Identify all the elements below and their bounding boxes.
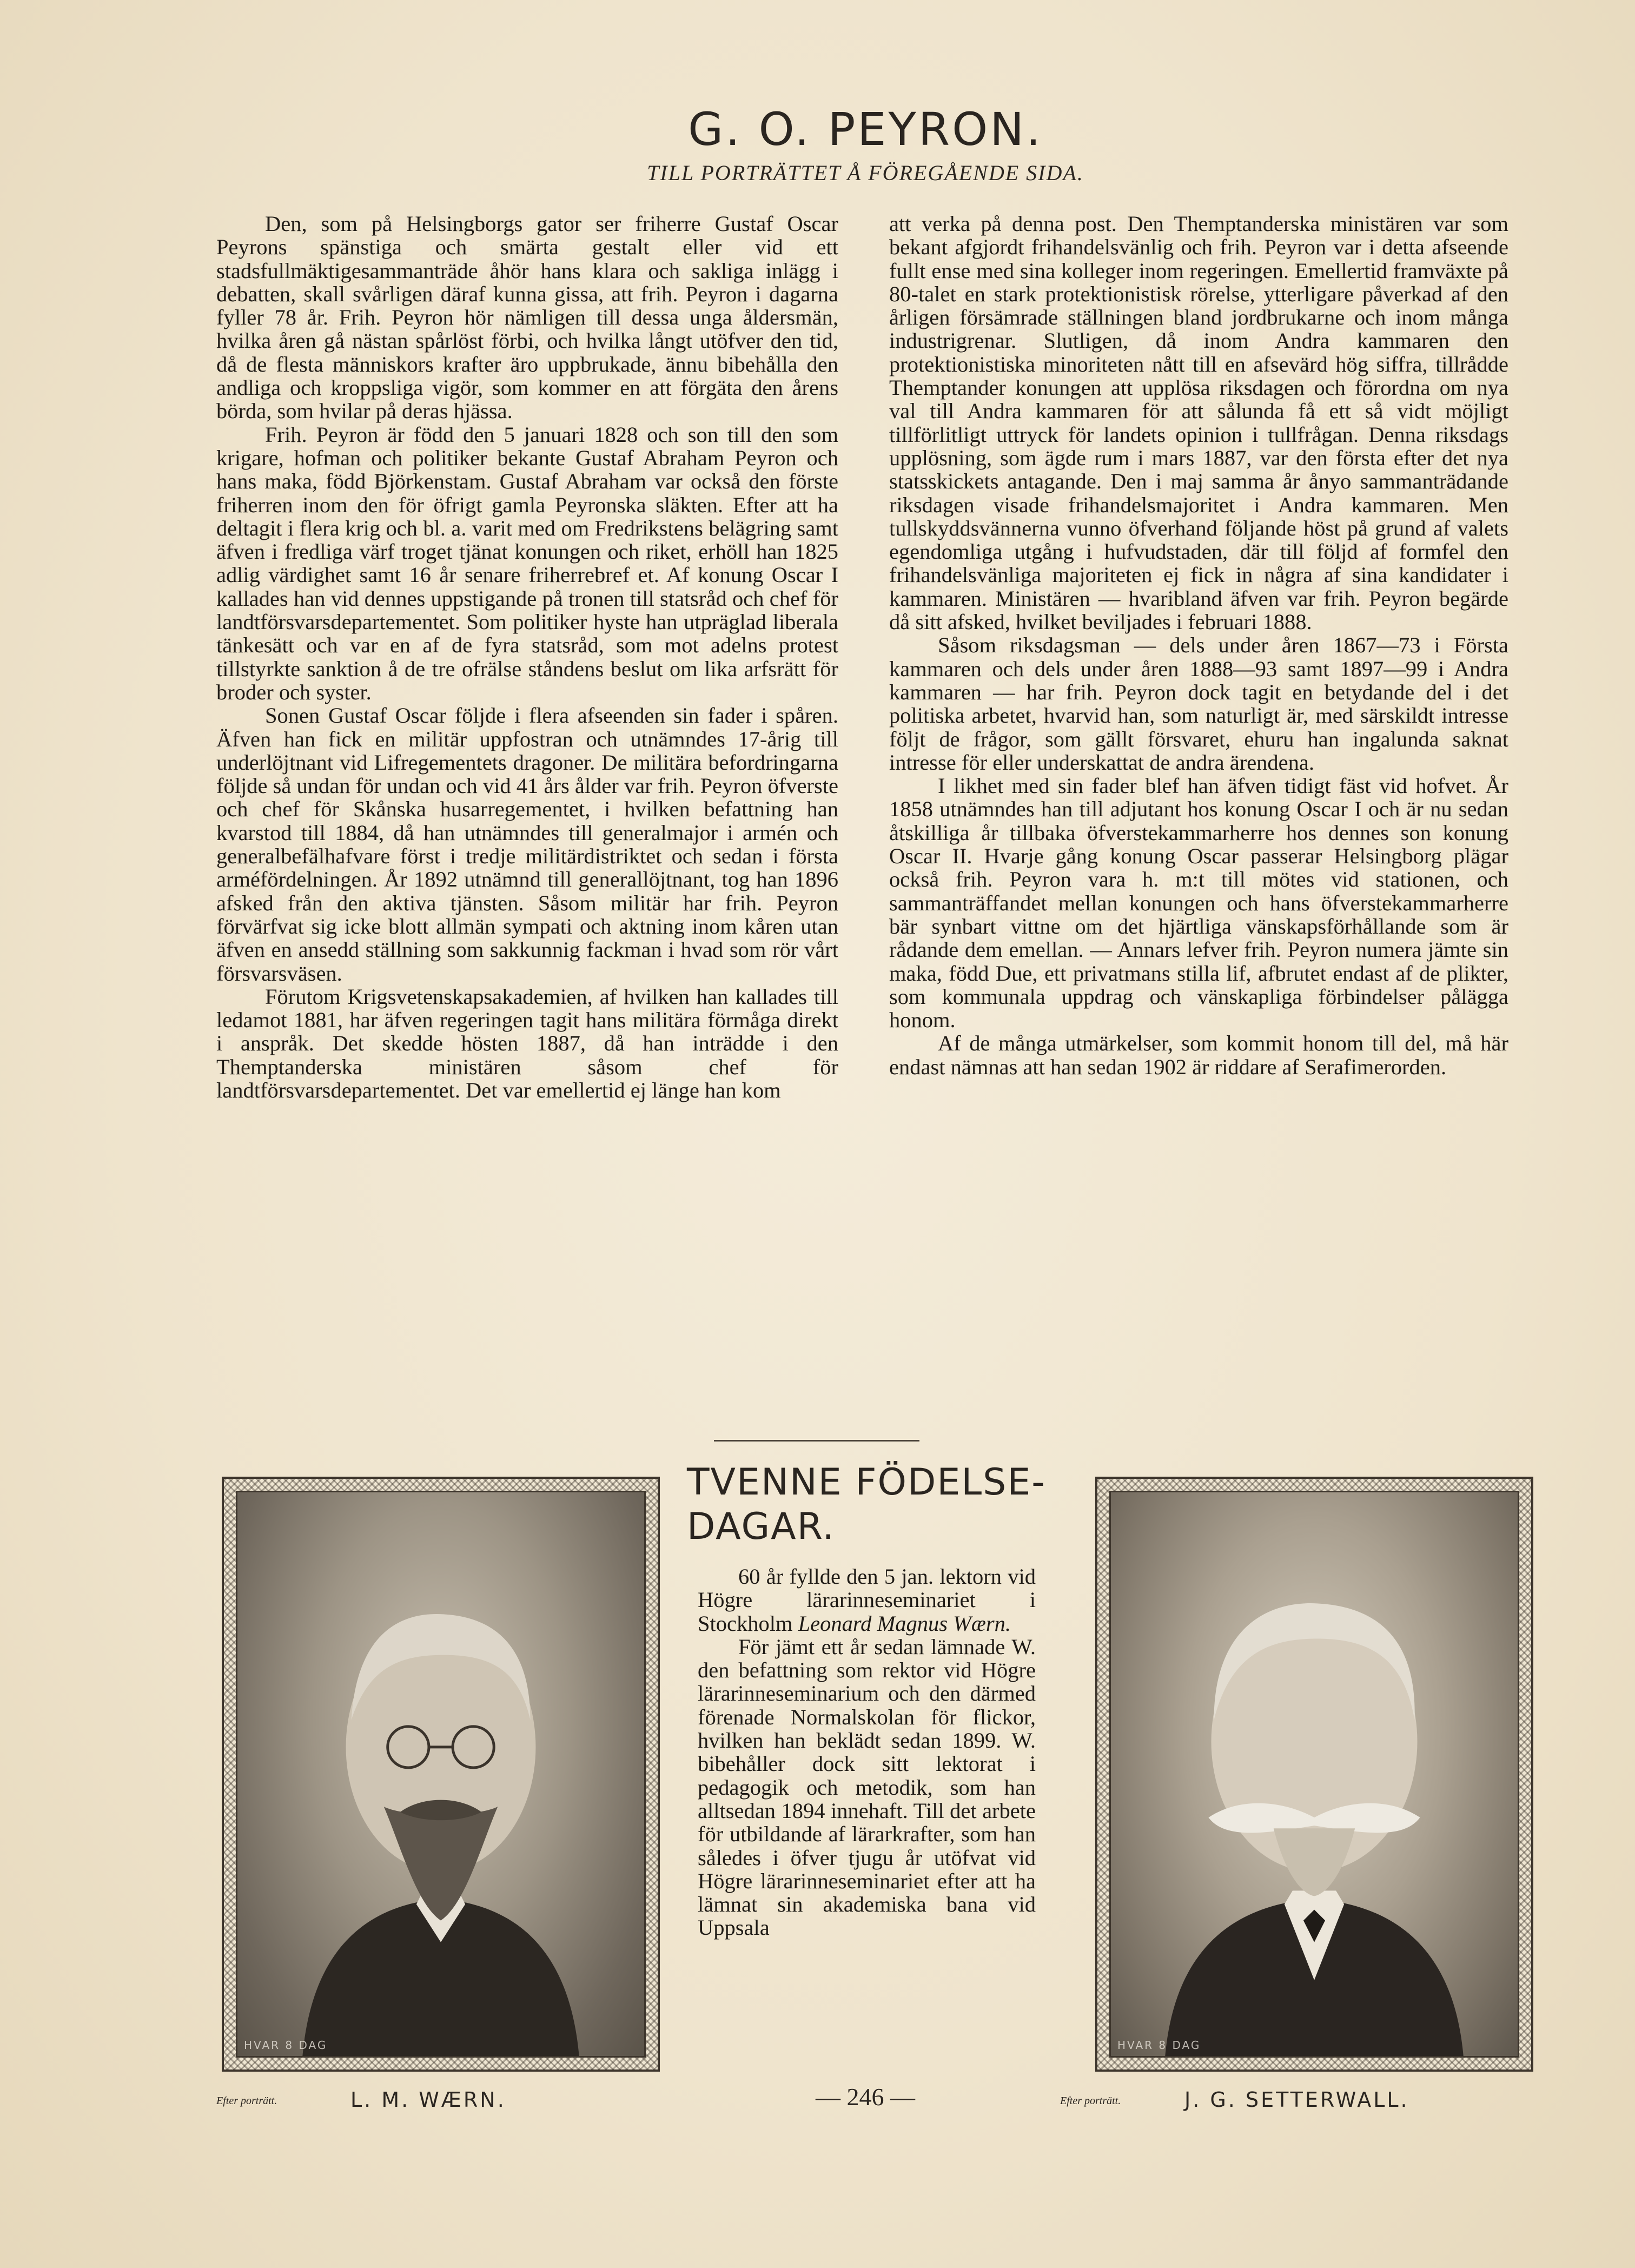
paragraph: Af de många utmärkelser, som kommit honom till del, må här endast nämnas att han sedan 1902 är riddare af Serafimerorden. [889, 1031, 1508, 1079]
paragraph: Frih. Peyron är född den 5 januari 1828 och son till den som krigare, hofman och politiker bekante Gustaf Abraham Peyron och hans maka, född Björkenstam. Gustaf Abraham var också den förste friherren inom den för öfrigt gamla Peyronska släkten. Efter att ha deltagit i flera krig och bl. a. varit med om Fredrikstens belägring samt äfven i fredliga värf troget tjänat konungen och riket, erhöll han 1825 adlig värdighet samt 16 år senare friherrebref et. Af konung Oscar I kallades han vid dennes uppstigande på tronen till statsråd och chef för landtförsvarsdepartementet. Som politiker hyste han utpräglad liberala tänkesätt och var en af de fyra statsråd, som mot adelns protest tillstyrkte sanktion å de tre ofrälse ståndens beslut om lika arfsrätt för broder och syster. [216, 422, 838, 704]
portrait-photo-setterwall [1109, 1491, 1519, 2058]
section-heading: TVENNE FÖDELSE-DAGAR. [687, 1461, 1046, 1548]
portrait-caption-right: J. G. SETTERWALL. [1184, 2088, 1409, 2112]
article-subtitle: TILL PORTRÄTTET Å FÖREGÅENDE SIDA. [647, 161, 1084, 185]
paragraph: I likhet med sin fader blef han äfven tidigt fäst vid hofvet. År 1858 utnämndes han till adjutant hos konung Oscar I och är nu sedan åtskilliga år tillbaka öfverstekammarherre hos dennes son konung Oscar II. Hvarje gång konung Oscar passerar Helsingborg plägar också frih. Peyron vara h. m:t till mötes vid stationen, och sammanträffandet mellan konungen och hans öfverstekammarherre bär synbart vittne om det hjärtliga vänskapsförhållande som är rådande dem emellan. — Annars lefver frih. Peyron numera jämte sin maka, född Due, ett privatmans stilla lif, afbrutet endast af de plikter, som kommunala uppdrag och vänskapliga förbindelser pålägga honom. [889, 773, 1508, 1033]
portrait-frame-left [222, 1477, 660, 2072]
portrait-frame-right [1095, 1477, 1533, 2072]
portrait-caption-left: L. M. WÆRN. [350, 2088, 506, 2112]
paragraph: Såsom riksdagsman — dels under åren 1867—73 i Första kammaren och dels under åren 1888—93 samt 1897—99 i Andra kammaren — har frih. Peyron dock tagit en betydande del i det politiska arbetet, hvarvid han, som naturligt är, med särskildt intresse följt de frågor, som gällt försvaret, ehuru han ingalunda saknat intresse för eller underskattat de andra ärendena. [889, 633, 1508, 775]
right-column [889, 212, 1508, 1079]
paragraph: att verka på denna post. Den Themptanderska ministären var som bekant afgjordt frihandelsvänlig och frih. Peyron var i detta afseende fullt ense med sina kolleger inom regeringen. Emellertid framväxte på 80-talet en stark protektionistisk rörelse, ytterligare påverkad af den årligen försämrade ställningen bland jordbrukarne och inom många industrigrenar. Slutligen, då inom Andra kammaren den protektionistiska minoriteten nått till en afsevärd hög siffra, tillrådde Themptander konungen att upplösa riksdagen och förordna om nya val till Andra kammaren för att sålunda få ett så vidt möjligt tillförlitligt uttryck för landets opinion i tullfrågan. Denna riksdags upplösning, som ägde rum i mars 1887, var den första efter det nya statsskickets antagande. Den i maj samma år ånyo sammanträdande riksdagen visade frihandelsmajoritet i Andra kammaren. Men tullskyddsvännerna vunno öfverhand följande höst på grund af valets egendomliga utgång i hufvudstaden, där till följd af formfel den frihandelsvänliga majoriteten ej fick in några af sina kandidater i kammaren. Ministären — hvaribland äfven var frih. Peyron begärde då sitt afsked, hvilket beviljades i februari 1888. [889, 211, 1508, 634]
photo-credit-right: Efter porträtt. [1060, 2095, 1121, 2107]
paragraph: Den, som på Helsingborgs gator ser friherre Gustaf Oscar Peyrons spänstiga och smärta gestalt eller vid ett stadsfullmäktigesammanträde åhör hans klara och sakliga inlägg i debatten, skall svårligen däraf kunna gissa, att frih. Peyron i dagarna fyller 78 år. Frih. Peyron hör nämligen till dessa unga åldersmän, hvilka åren gå nästan spårlöst förbi, och hvilka långt utöfver den tid, då de flesta människors krafter äro uppbrukade, ännu bibehålla den andliga och kroppsliga vigör, som kommer en att förgäta den årens börda, som hvilar på deras hjässa. [216, 211, 838, 424]
paragraph-text: 60 år fyllde den 5 jan. lektorn vid Högre lärarinneseminariet i Stockholm [698, 1564, 1036, 1636]
paragraph: För jämt ett år sedan lämnade W. den befattning som rektor vid Högre lärarinneseminarium och den därmed förenade Normalskolan för flickor, hvilken han beklädt sedan 1899. W. bibehåller dock sitt lektorat i pedagogik och metodik, som han alltsedan 1894 innehaft. Till det arbete för utbildande af lärarkrafter, som han således i öfver tjugu år utöfvat vid Högre lärarinneseminariet efter att ha lämnat sin akademiska bana vid Uppsala [698, 1634, 1036, 1940]
portrait-illustration [1111, 1492, 1518, 2056]
photo-credit-left: Efter porträtt. [216, 2095, 277, 2107]
section-divider [714, 1440, 919, 1442]
left-column [216, 212, 838, 1102]
portrait-illustration [237, 1492, 644, 2056]
middle-column [698, 1565, 1036, 1940]
article-title: G. O. PEYRON. [688, 103, 1043, 156]
photo-watermark: HVAR 8 DAG [1117, 2039, 1201, 2052]
photo-watermark: HVAR 8 DAG [244, 2039, 328, 2052]
portrait-photo-waern [236, 1491, 646, 2058]
page-number: — 246 — [816, 2083, 915, 2111]
paragraph [698, 1565, 1036, 1635]
person-name: Leonard Magnus Wærn. [798, 1611, 1011, 1636]
paragraph: Sonen Gustaf Oscar följde i flera afseenden sin fader i spåren. Äfven han fick en militär uppfostran och utnämndes 17-årig till underlöjtnant vid Lifregementets dragoner. De militära befordringarna följde så undan för undan och vid 41 års ålder var frih. Peyron öfverste och chef för Skånska husarregementet, i hvilken befattning han kvarstod till 1884, då han utnämndes till generalmajor i armén och generalbefälhafvare först i tredje militärdistriktet och sedan i första arméfördelningen. År 1892 utnämnd till generallöjtnant, tog han 1896 afsked från den aktiva tjänsten. Såsom militär har frih. Peyron förvärfvat sig icke blott allmän sympati och aktning inom kåren utan äfven en ansedd ställning som sakkunnig fackman i hvad som rör vårt försvarsväsen. [216, 703, 838, 986]
paragraph: Förutom Krigsvetenskapsakademien, af hvilken han kallades till ledamot 1881, har äfven regeringen tagit hans militära förmåga direkt i anspråk. Det skedde hösten 1887, då han inträdde i den Themptanderska ministären såsom chef för landtförsvarsdepartementet. Det var emellertid ej länge han kom [216, 984, 838, 1102]
